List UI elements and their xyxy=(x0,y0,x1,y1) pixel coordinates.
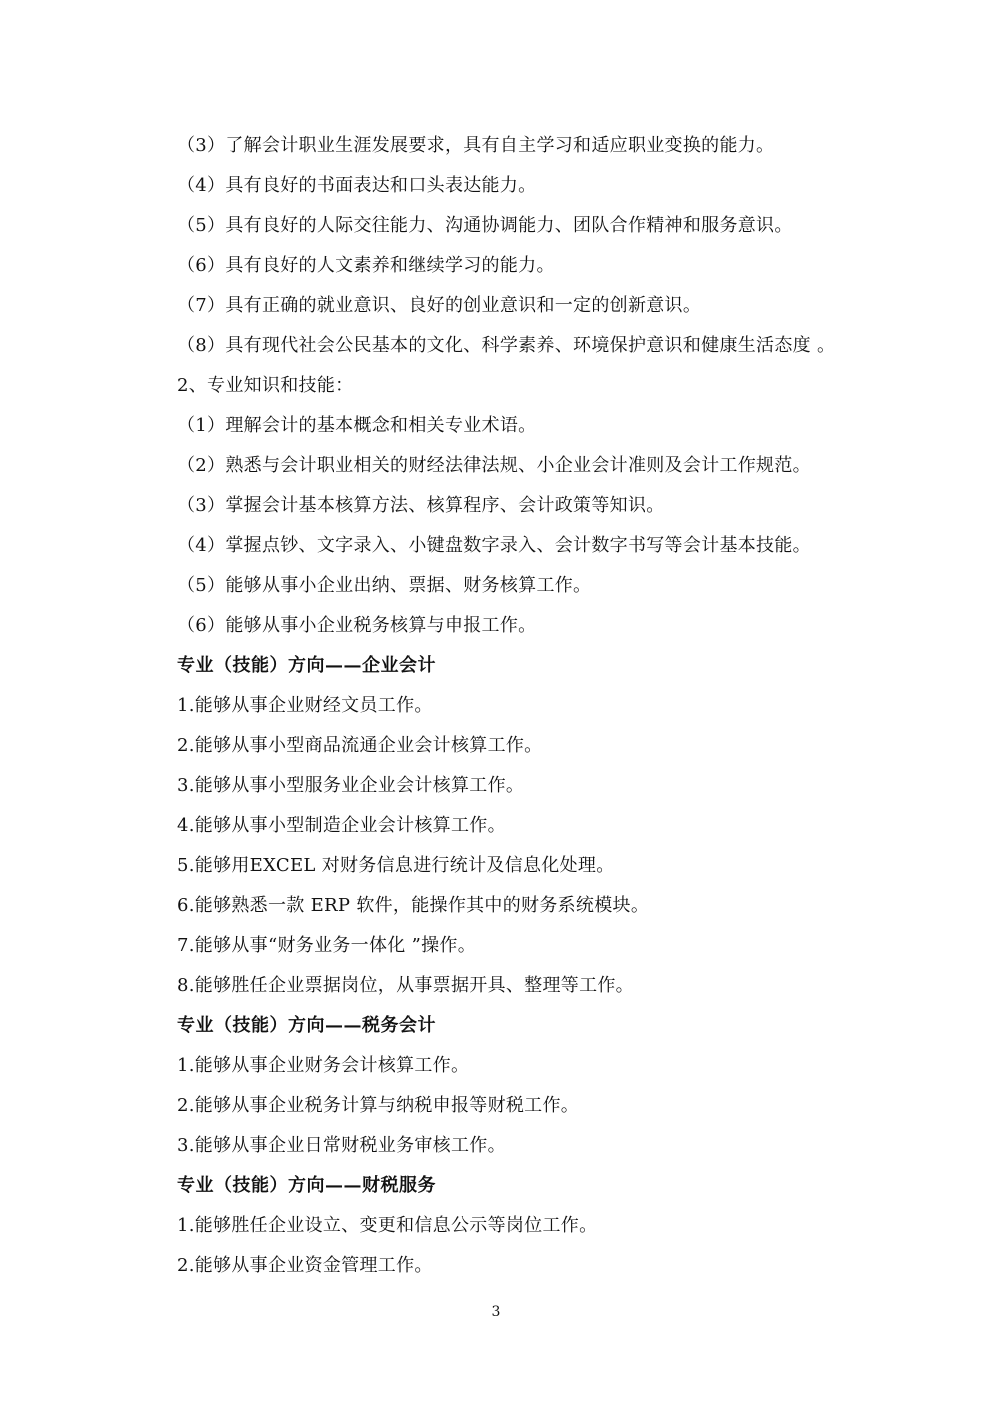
list-item: （3）掌握会计基本核算方法、核算程序、会计政策等知识。 xyxy=(177,495,665,516)
list-item: 2.能够从事小型商品流通企业会计核算工作。 xyxy=(177,735,543,756)
list-item: 8.能够胜任企业票据岗位，从事票据开具、整理等工作。 xyxy=(177,975,634,996)
list-item: 2.能够从事企业资金管理工作。 xyxy=(177,1255,433,1276)
list-item: 2.能够从事企业税务计算与纳税申报等财税工作。 xyxy=(177,1095,580,1116)
section-subtitle: 2、专业知识和技能： xyxy=(177,375,354,396)
list-item: （4）具有良好的书面表达和口头表达能力。 xyxy=(177,175,537,196)
list-item: 7.能够从事“财务业务一体化 ”操作。 xyxy=(177,935,476,956)
list-item: 5.能够用EXCEL 对财务信息进行统计及信息化处理。 xyxy=(177,855,615,876)
list-item: （7）具有正确的就业意识、良好的创业意识和一定的创新意识。 xyxy=(177,295,702,316)
list-item: （8）具有现代社会公民基本的文化、科学素养、环境保护意识和健康生活态度 。 xyxy=(177,335,836,356)
list-item: （2）熟悉与会计职业相关的财经法律法规、小企业会计准则及会计工作规范。 xyxy=(177,455,811,476)
list-item: 1.能够从事企业财经文员工作。 xyxy=(177,695,433,716)
list-item: 4.能够从事小型制造企业会计核算工作。 xyxy=(177,815,506,836)
page-number: 3 xyxy=(491,1304,501,1320)
list-item: （6）具有良好的人文素养和继续学习的能力。 xyxy=(177,255,555,276)
list-item: （3）了解会计职业生涯发展要求，具有自主学习和适应职业变换的能力。 xyxy=(177,135,775,156)
list-item: （5）具有良好的人际交往能力、沟通协调能力、团队合作精神和服务意识。 xyxy=(177,215,793,236)
list-item: （1）理解会计的基本概念和相关专业术语。 xyxy=(177,415,537,436)
list-item: 1.能够胜任企业设立、变更和信息公示等岗位工作。 xyxy=(177,1215,598,1236)
section-heading: 专业（技能）方向——财税服务 xyxy=(177,1175,436,1196)
list-item: 3.能够从事企业日常财税业务审核工作。 xyxy=(177,1135,506,1156)
list-item: （5）能够从事小企业出纳、票据、财务核算工作。 xyxy=(177,575,592,596)
section-heading: 专业（技能）方向——企业会计 xyxy=(177,655,436,676)
list-item: （6）能够从事小企业税务核算与申报工作。 xyxy=(177,615,537,636)
section-heading: 专业（技能）方向——税务会计 xyxy=(177,1015,436,1036)
list-item: （4）掌握点钞、文字录入、小键盘数字录入、会计数字书写等会计基本技能。 xyxy=(177,535,811,556)
list-item: 3.能够从事小型服务业企业会计核算工作。 xyxy=(177,775,525,796)
list-item: 1.能够从事企业财务会计核算工作。 xyxy=(177,1055,470,1076)
list-item: 6.能够熟悉一款 ERP 软件，能操作其中的财务系统模块。 xyxy=(177,895,650,916)
